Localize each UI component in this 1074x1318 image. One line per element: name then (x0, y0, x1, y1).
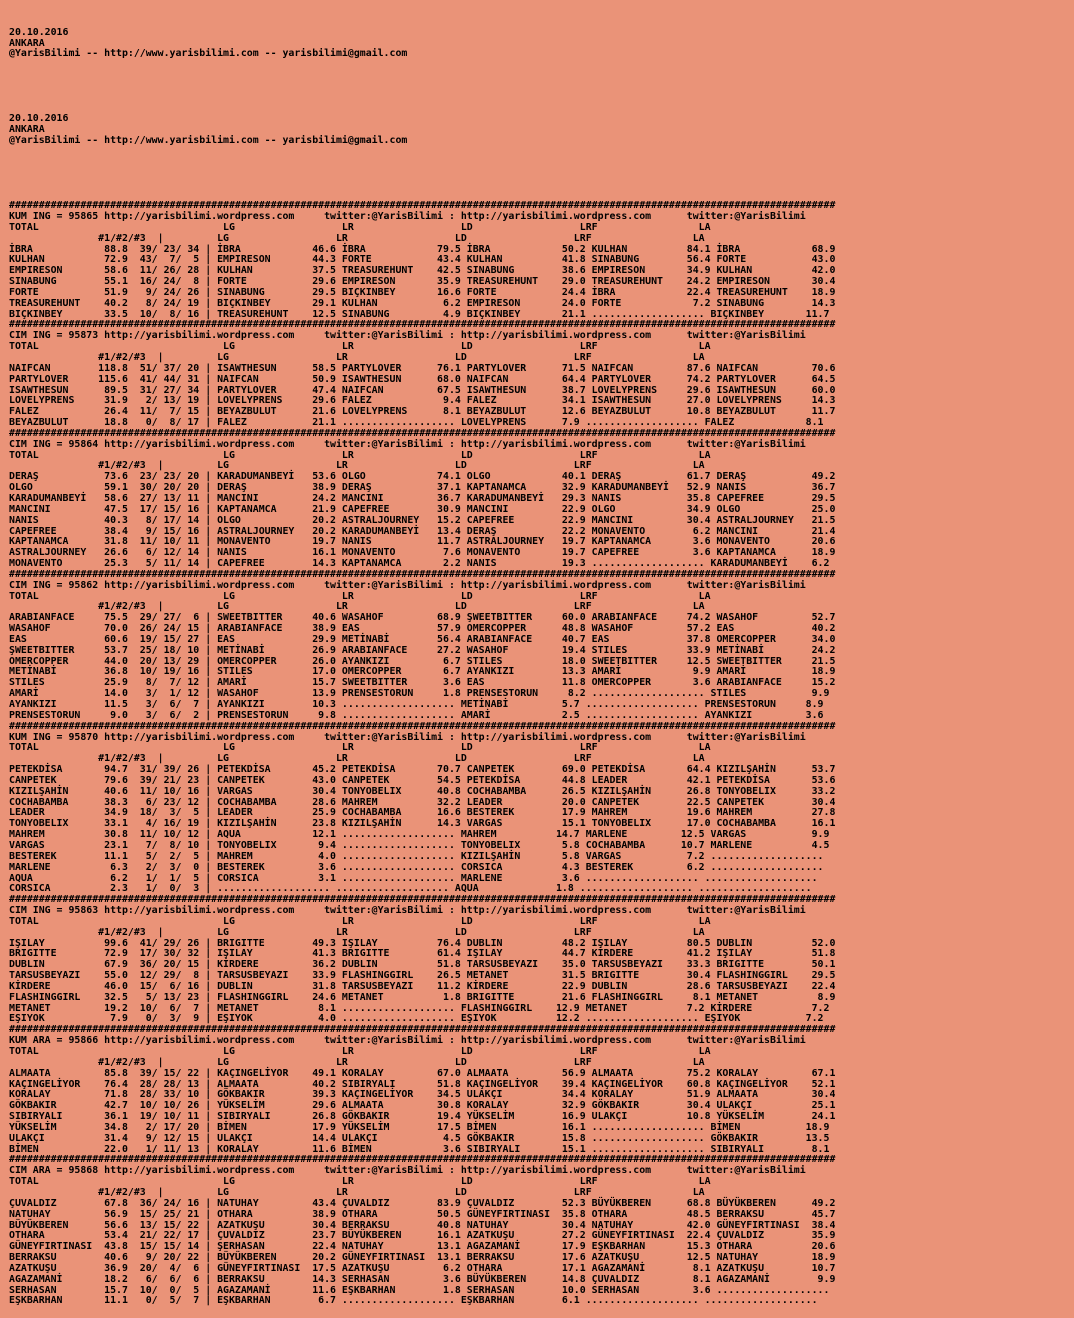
table-row: STILES 25.9 8/ 7/ 12 | AMARİ 15.7 SWEETBITTER 3.6 EAS 11.8 OMERCOPPER 3.6 ARABIANFACE 15.2 (9, 677, 836, 689)
header-line: ANKARA (9, 124, 45, 136)
table-row: METANET 19.2 10/ 6/ 7 | METANET 8.1 ................... FLASHINGGIRL 12.9 METANET 7.2 KİRDERE 7.2 (9, 1002, 830, 1014)
race-title: KUM ARA = 95866 http://yarisbilimi.wordpress.com twitter:@YarisBilimi : http://yarisbilimi.wordpress.com twitter:@YarisBilimi (9, 1035, 806, 1047)
table-row: AQUA 6.2 1/ 1/ 5 | CORSICA 3.1 ................... MARLENE 3.6 ................... ................... (9, 872, 818, 884)
table-row: BIÇKINBEY 33.5 10/ 8/ 16 | TREASUREHUNT 12.5 SINABUNG 4.9 BIÇKINBEY 21.1 ................... BIÇKINBEY 11.7 (9, 308, 830, 320)
race-block (9, 429, 1074, 570)
race-title: CIM ING = 95873 http://yarisbilimi.wordpress.com twitter:@YarisBilimi : http://yarisbilimi.wordpress.com twitter:@YarisBilimi (9, 330, 806, 342)
table-row: COCHABAMBA 38.3 6/ 23/ 12 | COCHABAMBA 28.6 MAHREM 32.2 LEADER 20.0 CANPETEK 22.5 CANPETEK 30.4 (9, 796, 836, 808)
race-title: CIM ARA = 95868 http://yarisbilimi.wordpress.com twitter:@YarisBilimi : http://yarisbilimi.wordpress.com twitter:@YarisBilimi (9, 1165, 806, 1177)
column-header: TOTAL LG LR LD LRF LA (9, 449, 711, 461)
table-row: KARADUMANBEYİ 58.6 27/ 13/ 11 | MANCINI 24.2 MANCINI 36.7 KARADUMANBEYİ 29.3 NANIS 35.8 CAPEFREE 29.5 (9, 492, 836, 504)
column-subheader: #1/#2/#3 | LG LR LD LRF LA (9, 1186, 705, 1198)
race-block (9, 722, 1074, 896)
table-row: SINABUNG 55.1 16/ 24/ 8 | FORTE 29.6 EMPIRESON 35.9 TREASUREHUNT 29.0 TREASUREHUNT 24.2 EMPIRESON 30.4 (9, 276, 836, 288)
table-row: CAPEFREE 38.4 9/ 15/ 16 | ASTRALJOURNEY 20.2 KARADUMANBEYİ 13.4 DERAŞ 22.2 MONAVENTO 6.2 MANCINI 21.4 (9, 525, 836, 537)
table-row: GÖKBAKIR 42.7 10/ 10/ 26 | YÜKSELİM 29.6 ALMAATA 30.8 KORALAY 32.9 GÖKBAKIR 30.4 ULAKÇI 25.1 (9, 1100, 836, 1112)
column-subheader: #1/#2/#3 | LG LR LD LRF LA (9, 232, 705, 244)
table-row: METİNABİ 36.8 10/ 19/ 16 | STILES 17.0 OMERCOPPER 6.7 AYANKIZI 13.3 AMARİ 9.9 AMARİ 18.9 (9, 666, 836, 678)
separator-line: ########################################################################################################################################### (9, 1024, 836, 1036)
race-block (9, 1155, 1074, 1307)
table-row: ALMAATA 85.8 39/ 15/ 22 | KAÇINGELİYOR 49.1 KORALAY 67.0 ALMAATA 56.9 ALMAATA 75.2 KORALAY 67.1 (9, 1067, 836, 1079)
table-row: ŞWEETBITTER 53.7 25/ 18/ 10 | METİNABİ 26.9 ARABIANFACE 27.2 WASAHOF 19.4 STILES 33.9 METİNABİ 24.2 (9, 644, 836, 656)
header-line: 20.10.2016 (9, 113, 69, 125)
column-header: TOTAL LG LR LD LRF LA (9, 742, 711, 754)
race-block (9, 895, 1074, 1025)
table-row: TREASUREHUNT 40.2 8/ 24/ 19 | BIÇKINBEY 29.1 KULHAN 6.2 EMPIRESON 24.0 FORTE 7.2 SINABUNG 14.3 (9, 297, 836, 309)
table-row: İBRA 88.8 39/ 23/ 34 | İBRA 46.6 İBRA 79.5 İBRA 50.2 KULHAN 84.1 İBRA 68.9 (9, 243, 836, 255)
race-block (9, 570, 1074, 722)
table-row: ÇUVALDIZ 67.8 36/ 24/ 16 | NATUHAY 43.4 ÇUVALDIZ 83.9 ÇUVALDIZ 52.3 BÜYÜKBEREN 68.8 BÜYÜKBEREN 49.2 (9, 1197, 836, 1209)
race-title: KUM ING = 95865 http://yarisbilimi.wordpress.com twitter:@YarisBilimi : http://yarisbilimi.wordpress.com twitter:@YarisBilimi (9, 211, 806, 223)
table-row: BÜYÜKBEREN 56.6 13/ 15/ 22 | AZATKUŞU 30.4 BERRAKSU 40.8 NATUHAY 30.4 NATUHAY 42.0 GÜNEYFIRTINASI 38.4 (9, 1219, 836, 1231)
table-row: OTHARA 53.4 21/ 22/ 17 | ÇUVALDIZ 23.7 BÜYÜKBEREN 16.1 AZATKUŞU 27.2 GÜNEYFIRTINASI 22.4 ÇUVALDIZ 35.9 (9, 1230, 836, 1242)
column-subheader: #1/#2/#3 | LG LR LD LRF LA (9, 926, 705, 938)
table-row: ULAKÇI 31.4 9/ 12/ 15 | ULAKÇI 14.4 ULAKÇI 4.5 GÖKBAKIR 15.8 ................... GÖKBAKIR 13.5 (9, 1132, 830, 1144)
table-row: PRENSESTORUN 9.0 3/ 6/ 2 | PRENSESTORUN 9.8 ................... AMARİ 2.5 ................... AYANKIZI 3.6 (9, 709, 824, 721)
table-row: MONAVENTO 25.3 5/ 11/ 14 | CAPEFREE 14.3 KAPTANAMCA 2.2 NANIS 19.3 ................... KARADUMANBEYİ 6.2 (9, 558, 830, 570)
table-row: WASAHOF 70.0 26/ 24/ 15 | ARABIANFACE 38.9 EAS 57.9 OMERCOPPER 48.8 WASAHOF 57.2 EAS 40.2 (9, 623, 836, 635)
table-row: BERRAKSU 40.6 9/ 20/ 22 | BÜYÜKBEREN 20.2 GÜNEYFIRTINASI 13.1 BERRAKSU 17.6 AZATKUŞU 12.5 NATUHAY 18.9 (9, 1252, 836, 1264)
column-subheader: #1/#2/#3 | LG LR LD LRF LA (9, 753, 705, 765)
separator-line: ########################################################################################################################################### (9, 720, 836, 732)
table-row: AMARİ 14.0 3/ 1/ 12 | WASAHOF 13.9 PRENSESTORUN 1.8 PRENSESTORUN 8.2 ................... STILES 9.9 (9, 688, 830, 700)
column-header: TOTAL LG LR LD LRF LA (9, 1176, 711, 1188)
table-row: KIZILŞAHİN 40.6 11/ 10/ 16 | VARGAS 30.4 TONYOBELIX 40.8 COCHABAMBA 26.5 KIZILŞAHİN 26.8 TONYOBELIX 33.2 (9, 785, 836, 797)
table-row: KAÇINGELİYOR 76.4 28/ 28/ 13 | ALMAATA 40.2 SIBIRYALI 51.8 KAÇINGELİYOR 39.4 KAÇINGELİYOR 60.8 KAÇINGELİYOR 52.1 (9, 1078, 836, 1090)
column-header: TOTAL LG LR LD LRF LA (9, 1046, 711, 1057)
column-header: TOTAL LG LR LD LRF LA (9, 915, 711, 927)
column-header: TOTAL LG LR LD LRF LA (9, 221, 711, 233)
table-row: TARSUSBEYAZI 55.0 12/ 29/ 8 | TARSUSBEYAZI 33.9 FLASHINGGIRL 26.5 METANET 31.5 BRIGITTE 30.4 FLASHINGGIRL 29.5 (9, 970, 836, 982)
separator-line: ########################################################################################################################################### (9, 568, 836, 580)
table-row: VARGAS 23.1 7/ 8/ 10 | TONYOBELIX 9.4 ................... TONYOBELIX 5.8 COCHABAMBA 10.7 MARLENE 4.5 (9, 839, 830, 851)
table-row: CORSICA 2.3 1/ 0/ 3 | ................... ................... AQUA 1.8 ................... ................... (9, 883, 812, 895)
table-row: LEADER 34.9 18/ 3/ 5 | LEADER 25.9 COCHABAMBA 16.6 BESTEREK 17.9 MAHREM 19.6 MAHREM 27.8 (9, 807, 836, 819)
table-row: CANPETEK 79.6 39/ 21/ 23 | CANPETEK 43.0 CANPETEK 54.5 PETEKDİSA 44.8 LEADER 42.1 PETEKDİSA 53.6 (9, 774, 836, 786)
separator-line: ########################################################################################################################################### (9, 427, 836, 439)
report-header (9, 28, 1074, 61)
spacer (9, 169, 1074, 180)
column-subheader: #1/#2/#3 | LG LR LD LRF LA (9, 352, 705, 363)
column-subheader: #1/#2/#3 | LG LR LD LRF LA (9, 601, 705, 613)
table-row: EŞKBARHAN 11.1 0/ 5/ 7 | EŞKBARHAN 6.7 ................... EŞKBARHAN 6.1 ................... ................... (9, 1295, 818, 1307)
table-row: KULHAN 72.9 43/ 7/ 5 | EMPIRESON 44.3 FORTE 43.4 KULHAN 41.8 SINABUNG 56.4 FORTE 43.0 (9, 254, 836, 266)
separator-line: ########################################################################################################################################### (9, 1154, 836, 1166)
column-subheader: #1/#2/#3 | LG LR LD LRF LA (9, 460, 705, 472)
table-row: FLASHINGGIRL 32.5 5/ 13/ 23 | FLASHINGGIRL 24.6 METANET 1.8 BRIGITTE 21.6 FLASHINGGIRL 8.1 METANET 8.9 (9, 991, 836, 1003)
table-row: AZATKUŞU 36.9 20/ 4/ 6 | GÜNEYFIRTINASI 17.5 AZATKUŞU 6.2 OTHARA 17.1 AGAZAMANİ 8.1 AZATKUŞU 10.7 (9, 1262, 836, 1274)
table-row: BEYAZBULUT 18.8 0/ 8/ 17 | FALEZ 21.1 ................... LOVELYPRENS 7.9 ................... FALEZ 8.1 (9, 417, 824, 429)
table-row: BRIGITTE 72.9 17/ 30/ 32 | IŞILAY 41.3 BRIGITTE 61.4 IŞILAY 44.7 KİRDERE 41.2 IŞILAY 51.8 (9, 948, 836, 960)
spacer (9, 82, 1074, 93)
race-title: CIM ING = 95862 http://yarisbilimi.wordpress.com twitter:@YarisBilimi : http://yarisbilimi.wordpress.com twitter:@YarisBilimi (9, 579, 806, 591)
table-row: PETEKDİSA 94.7 31/ 39/ 26 | PETEKDİSA 45.2 PETEKDİSA 70.7 CANPETEK 69.0 PETEKDİSA 64.4 KIZILŞAHİN 53.7 (9, 764, 836, 776)
table-row: DUBLIN 67.9 36/ 20/ 15 | KİRDERE 36.2 DUBLIN 51.8 TARSUSBEYAZI 35.0 TARSUSBEYAZI 33.3 BRIGITTE 50.1 (9, 959, 836, 971)
table-row: ISAWTHESUN 89.5 31/ 27/ 34 | PARTYLOVER 47.4 NAIFCAN 67.5 ISAWTHESUN 38.7 LOVELYPRENS 29.6 ISAWTHESUN 60.0 (9, 384, 836, 396)
table-row: EMPIRESON 58.6 11/ 26/ 28 | KULHAN 37.5 TREASUREHUNT 42.5 SINABUNG 38.6 EMPIRESON 34.9 KULHAN 42.0 (9, 265, 836, 277)
race-title: CIM ING = 95863 http://yarisbilimi.wordpress.com twitter:@YarisBilimi : http://yarisbilimi.wordpress.com twitter:@YarisBilimi (9, 905, 806, 917)
race-block (9, 201, 1074, 320)
table-row: DERAŞ 73.6 23/ 23/ 20 | KARADUMANBEYİ 53.6 OLGO 74.1 OLGO 40.1 DERAŞ 61.7 DERAŞ 49.2 (9, 471, 836, 483)
table-row: AYANKIZI 11.5 3/ 6/ 7 | AYANKIZI 10.3 ................... METİNABİ 5.7 ................... PRENSESTORUN 8.9 (9, 699, 824, 710)
race-tables (9, 201, 1074, 1307)
header-line: @YarisBilimi -- http://www.yarisbilimi.com -- yarisbilimi@gmail.com (9, 48, 408, 60)
report-header-repeat (9, 114, 1074, 147)
table-row: PARTYLOVER 115.6 41/ 44/ 31 | NAIFCAN 50.9 ISAWTHESUN 68.0 NAIFCAN 64.4 PARTYLOVER 74.2 PARTYLOVER 64.5 (9, 373, 836, 385)
table-row: IŞILAY 99.6 41/ 29/ 26 | BRIGITTE 49.3 IŞILAY 76.4 DUBLIN 48.2 IŞILAY 80.5 DUBLIN 52.0 (9, 937, 836, 949)
table-row: KİRDERE 46.0 15/ 6/ 16 | DUBLIN 31.8 TARSUSBEYAZI 11.2 KİRDERE 22.9 DUBLIN 28.6 TARSUSBEYAZI 22.4 (9, 980, 836, 992)
table-row: FALEZ 26.4 11/ 7/ 15 | BEYAZBULUT 21.6 LOVELYPRENS 8.1 BEYAZBULUT 12.6 BEYAZBULUT 10.8 BEYAZBULUT 11.7 (9, 406, 836, 418)
table-row: BİMEN 22.0 1/ 11/ 13 | KORALAY 11.6 BİMEN 3.6 SIBIRYALI 15.1 ................... SIBIRYALI 8.1 (9, 1143, 830, 1155)
table-row: KORALAY 71.8 28/ 33/ 10 | GÖKBAKIR 39.3 KAÇINGELİYOR 34.5 ULAKÇI 34.4 KORALAY 51.9 ALMAATA 30.4 (9, 1089, 836, 1101)
table-row: MARLENE 6.3 2/ 3/ 0 | BESTEREK 3.6 ................... CORSICA 4.3 BESTEREK 6.2 ................... (9, 861, 824, 873)
column-subheader: #1/#2/#3 | LG LR LD LRF LA (9, 1056, 705, 1068)
table-row: GÜNEYFIRTINASI 43.8 15/ 15/ 14 | ŞERHASAN 22.4 NATUHAY 13.1 AGAZAMANİ 17.9 EŞKBARHAN 15.3 OTHARA 20.6 (9, 1241, 836, 1253)
table-row: MANCINI 47.5 17/ 15/ 16 | KAPTANAMCA 21.9 CAPEFREE 30.9 MANCINI 22.9 OLGO 34.9 OLGO 25.0 (9, 503, 836, 515)
separator-line: ########################################################################################################################################### (9, 319, 836, 331)
table-row: BESTEREK 11.1 5/ 2/ 5 | MAHREM 4.0 ................... KIZILŞAHİN 5.8 VARGAS 7.2 ................... (9, 850, 824, 862)
table-row: OLGO 59.1 30/ 20/ 20 | DERAŞ 38.9 DERAŞ 37.1 KAPTANAMCA 32.9 KARADUMANBEYİ 52.9 NANIS 36.7 (9, 482, 836, 494)
table-row: SERHASAN 15.7 10/ 0/ 5 | AGAZAMANİ 11.6 EŞKBARHAN 1.8 SERHASAN 10.0 SERHASAN 3.6 ................... (9, 1284, 830, 1296)
race-title: CIM ING = 95864 http://yarisbilimi.wordpress.com twitter:@YarisBilimi : http://yarisbilimi.wordpress.com twitter:@YarisBilimi (9, 438, 806, 450)
table-row: ASTRALJOURNEY 26.6 6/ 12/ 14 | NANIS 16.1 MONAVENTO 7.6 MONAVENTO 19.7 CAPEFREE 3.6 KAPTANAMCA 18.9 (9, 547, 836, 559)
column-header: TOTAL LG LR LD LRF LA (9, 590, 711, 602)
table-row: NAIFCAN 118.8 51/ 37/ 20 | ISAWTHESUN 58.5 PARTYLOVER 76.1 PARTYLOVER 71.5 NAIFCAN 87.6 NAIFCAN 70.6 (9, 362, 836, 374)
table-row: ARABIANFACE 75.5 29/ 27/ 6 | SWEETBITTER 40.6 WASAHOF 68.9 ŞWEETBITTER 60.0 ARABIANFACE 74.2 WASAHOF 52.7 (9, 612, 836, 624)
table-row: TONYOBELIX 33.1 4/ 16/ 19 | KIZILŞAHİN 23.8 KIZILŞAHİN 14.3 VARGAS 15.1 TONYOBELIX 17.0 COCHABAMBA 16.1 (9, 818, 836, 830)
header-line: @YarisBilimi -- http://www.yarisbilimi.com -- yarisbilimi@gmail.com (9, 135, 408, 147)
table-row: SIBIRYALI 36.1 19/ 10/ 11 | SIBIRYALI 26.8 GÖKBAKIR 19.4 YÜKSELİM 16.9 ULAKÇI 10.8 YÜKSELİM 24.1 (9, 1111, 836, 1123)
header-line: 20.10.2016 (9, 26, 69, 38)
table-row: EAS 60.6 19/ 15/ 27 | EAS 29.9 METİNABİ 56.4 ARABIANFACE 40.7 EAS 37.8 OMERCOPPER 34.0 (9, 633, 836, 645)
race-block (9, 1025, 1074, 1155)
table-row: AGAZAMANİ 18.2 6/ 6/ 6 | BERRAKSU 14.3 SERHASAN 3.6 BÜYÜKBEREN 14.8 ÇUVALDIZ 8.1 AGAZAMANİ 9.9 (9, 1273, 836, 1285)
table-row: LOVELYPRENS 31.9 2/ 13/ 19 | LOVELYPRENS 29.6 FALEZ 9.4 FALEZ 34.1 ISAWTHESUN 27.0 LOVELYPRENS 14.3 (9, 395, 836, 407)
header-line: ANKARA (9, 37, 45, 49)
table-row: OMERCOPPER 44.0 20/ 13/ 29 | OMERCOPPER 26.0 AYANKIZI 6.7 STILES 18.0 SWEETBITTER 12.5 SWEETBITTER 21.5 (9, 655, 836, 667)
table-row: YÜKSELİM 34.8 2/ 17/ 20 | BİMEN 17.9 YÜKSELİM 17.5 BİMEN 16.1 ................... BİMEN 18.9 (9, 1121, 830, 1133)
table-row: EŞIYOK 7.9 0/ 3/ 9 | EŞIYOK 4.0 ................... EŞIYOK 12.2 ................... EŞIYOK 7.2 (9, 1013, 824, 1025)
table-row: NATUHAY 56.9 15/ 25/ 21 | OTHARA 38.9 OTHARA 50.5 GÜNEYFIRTINASI 35.8 OTHARA 48.5 BERRAKSU 45.7 (9, 1208, 836, 1220)
race-title: KUM ING = 95870 http://yarisbilimi.wordpress.com twitter:@YarisBilimi : http://yarisbilimi.wordpress.com twitter:@YarisBilimi (9, 731, 806, 743)
separator-line: ########################################################################################################################################### (9, 894, 836, 906)
table-row: FORTE 51.9 9/ 24/ 26 | SINABUNG 29.5 BIÇKINBEY 16.6 FORTE 24.4 İBRA 22.4 TREASUREHUNT 18.9 (9, 286, 836, 298)
table-row: KAPTANAMCA 31.8 11/ 10/ 11 | MONAVENTO 19.7 NANIS 11.7 ASTRALJOURNEY 19.7 KAPTANAMCA 3.6 MONAVENTO 20.6 (9, 536, 836, 548)
race-block (9, 320, 1074, 428)
separator-line: ########################################################################################################################################### (9, 200, 836, 212)
table-row: NANIS 40.3 8/ 17/ 14 | OLGO 20.2 ASTRALJOURNEY 15.2 CAPEFREE 22.9 MANCINI 30.4 ASTRALJOURNEY 21.5 (9, 514, 836, 526)
table-row: MAHREM 30.8 11/ 10/ 12 | AQUA 12.1 ................... MAHREM 14.7 MARLENE 12.5 VARGAS 9.9 (9, 829, 830, 841)
column-header: TOTAL LG LR LD LRF LA (9, 341, 711, 353)
